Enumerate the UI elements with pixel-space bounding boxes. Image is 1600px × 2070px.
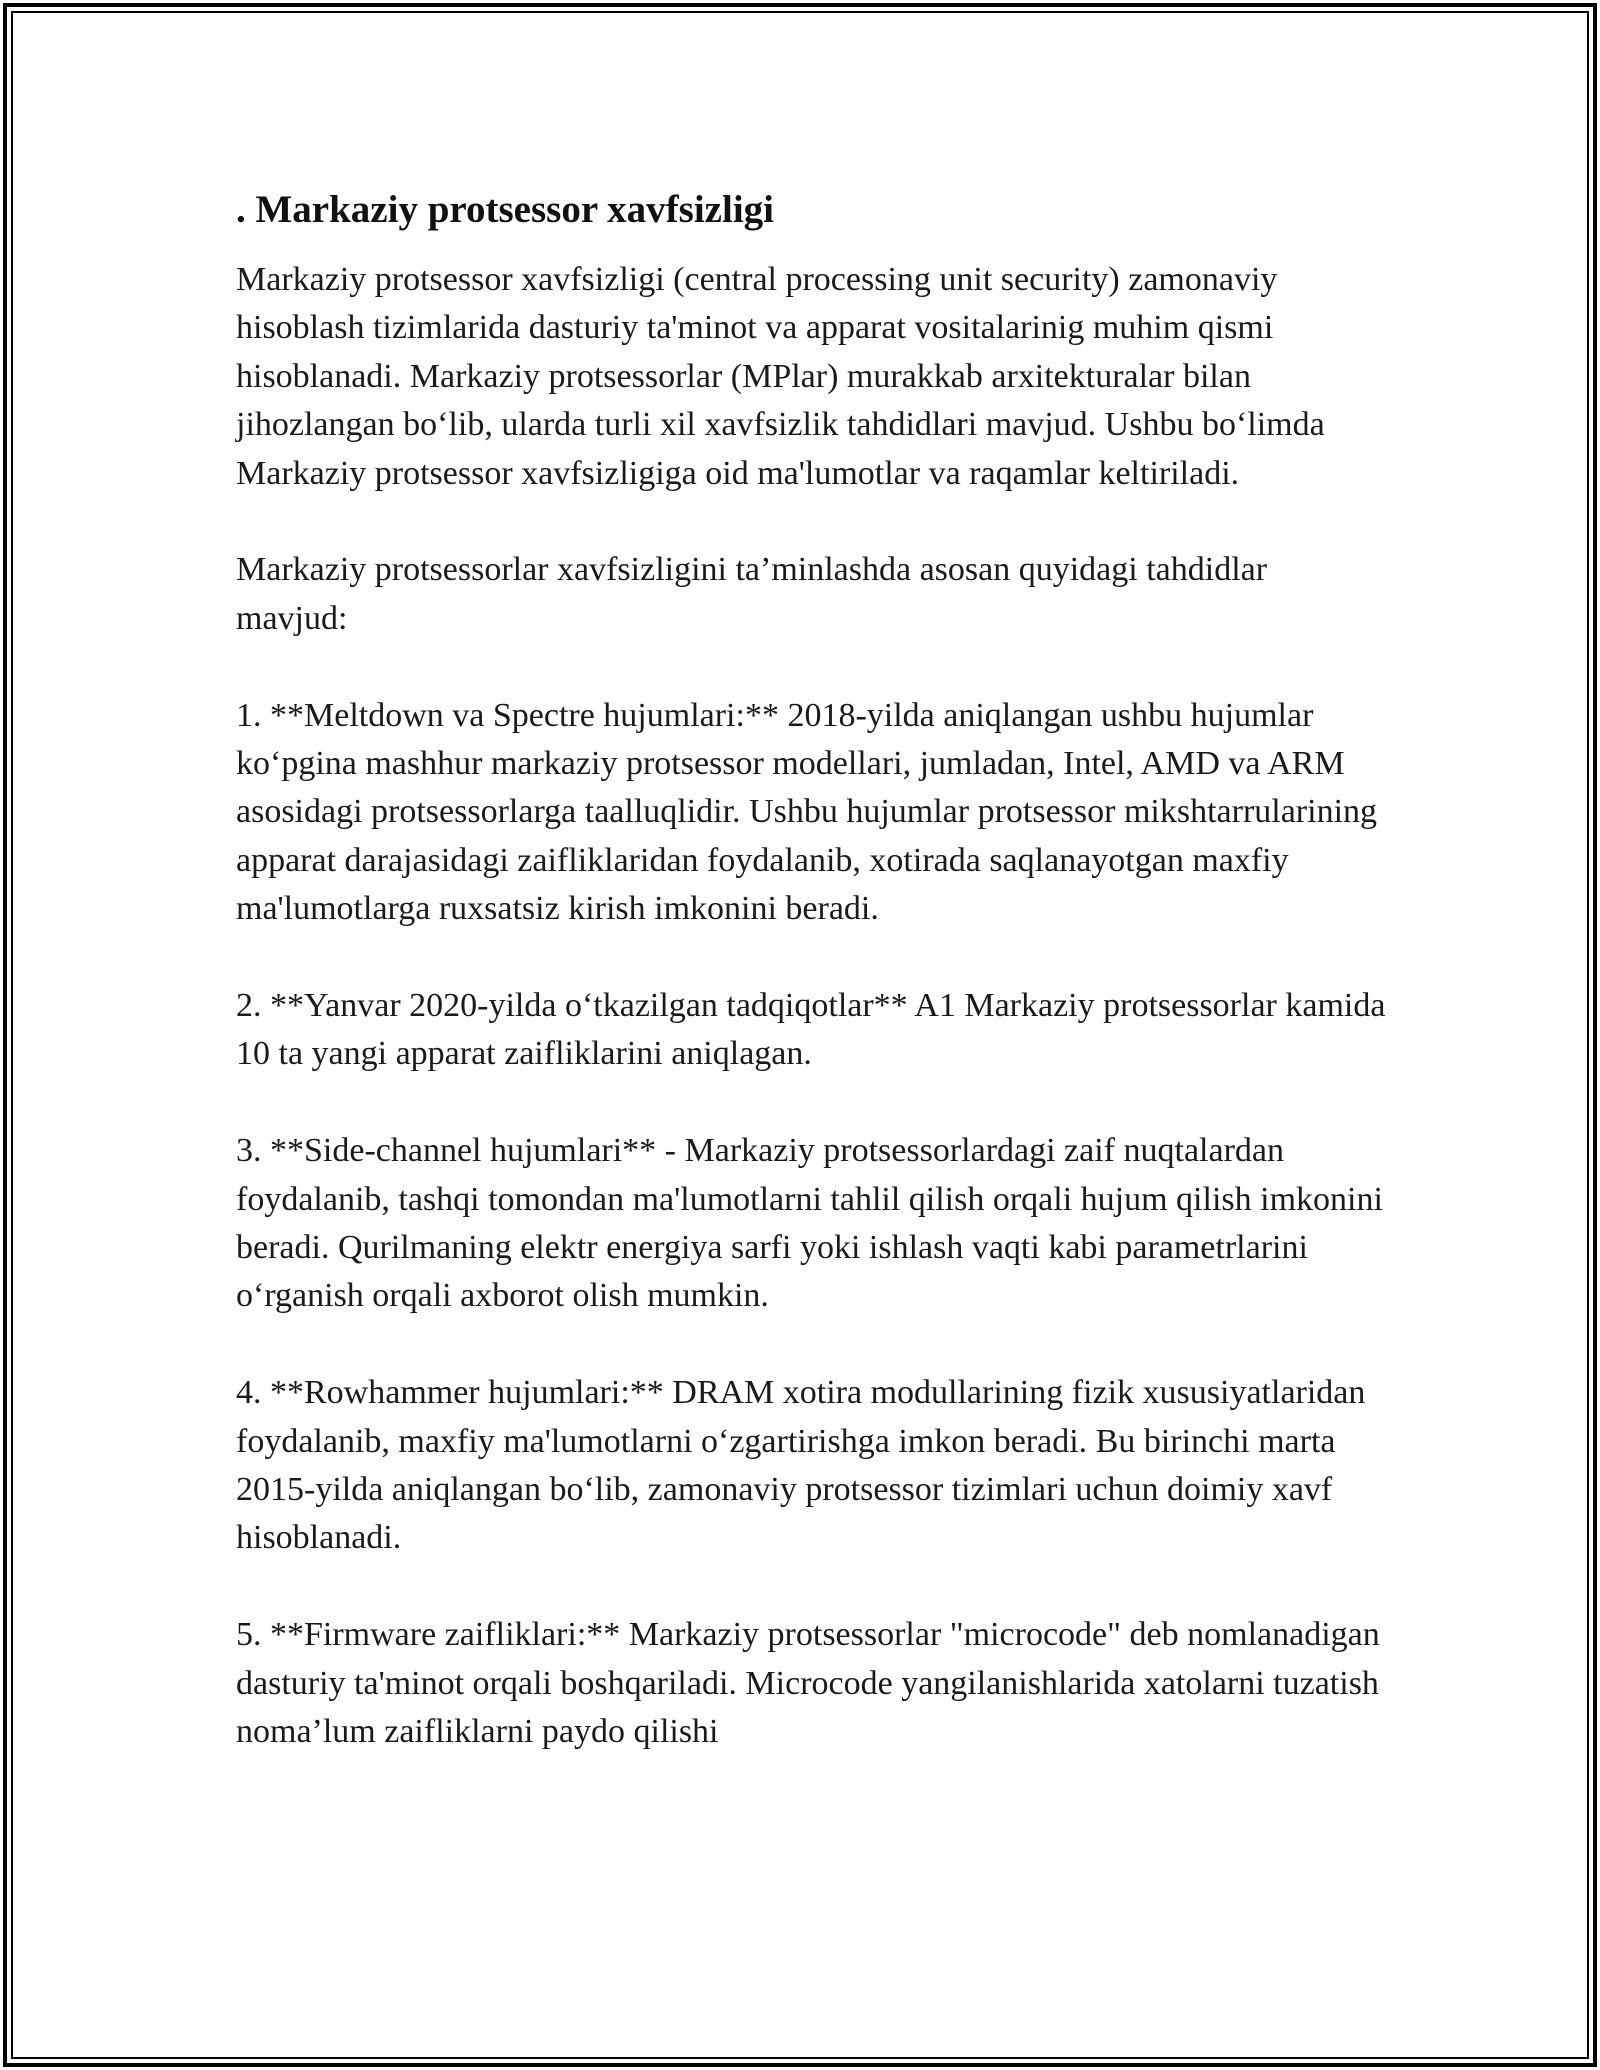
list-item-meltdown-spectre: 1. **Meltdown va Spectre hujumlari:** 2018-yilda aniqlangan ushbu hujumlar ko‘pgina mashhur markaziy protsessor modellari, jumladan, Intel, AMD va ARM asosidagi protsessorlarga taalluqlidir. Ushbu hujumlar protsessor mikshtarrularining apparat darajasidagi zaifliklaridan foydalanib, xotirada saqlanayotgan maxfiy ma'lumotlarga ruxsatsiz kirish imkonini beradi.: [236, 696, 1378, 928]
paragraph-threats-intro: Markaziy protsessorlar xavfsizligini ta’minlashda asosan quyidagi tahdidlar mavjud:: [236, 551, 1268, 637]
list-item-side-channel: 3. **Side-channel hujumlari** - Markaziy protsessorlardagi zaif nuqtalardan foydalanib, tashqi tomondan ma'lumotlarni tahlil qilish orqali hujum qilish imkonini beradi. Qurilmaning elektr energiya sarfi yoki ishlash vaqti kabi parametrlarini o‘rganish orqali axborot olish mumkin.: [236, 1132, 1383, 1315]
section-heading: . Markaziy protsessor xavfsizligi: [236, 188, 775, 231]
list-item-rowhammer: 4. **Rowhammer hujumlari:** DRAM xotira modullarining fizik xususiyatlaridan foydalanib, maxfiy ma'lumotlarni o‘zgartirishga imkon beradi. Bu birinchi marta 2015-yilda aniqlangan bo‘lib, zamonaviy protsessor tizimlari uchun doimiy xavf hisoblanadi.: [236, 1374, 1366, 1557]
list-item-research-2020: 2. **Yanvar 2020-yilda o‘tkazilgan tadqiqotlar** A1 Markaziy protsessorlar kamida 10 ta yangi apparat zaifliklarini aniqlagan.: [236, 987, 1386, 1073]
list-item-firmware: 5. **Firmware zaifliklari:** Markaziy protsessorlar "microcode" deb nomlanadigan dasturiy ta'minot orqali boshqariladi. Microcode yangilanishlarida xatolarni tuzatish noma’lum zaifliklarni paydo qilishi: [236, 1616, 1380, 1751]
paragraph-intro: Markaziy protsessor xavfsizligi (central processing unit security) zamonaviy hisoblash tizimlarida dasturiy ta'minot va apparat vositalarinig muhim qismi hisoblanadi. Markaziy protsessorlar (MPlar) murakkab arxitekturalar bilan jihozlangan bo‘lib, ularda turli xil xavfsizlik tahdidlari mavjud. Ushbu bo‘limda Markaziy protsessor xavfsizligiga oid ma'lumotlar va raqamlar keltiriladi.: [236, 261, 1325, 492]
document-body: [236, 186, 1386, 1805]
